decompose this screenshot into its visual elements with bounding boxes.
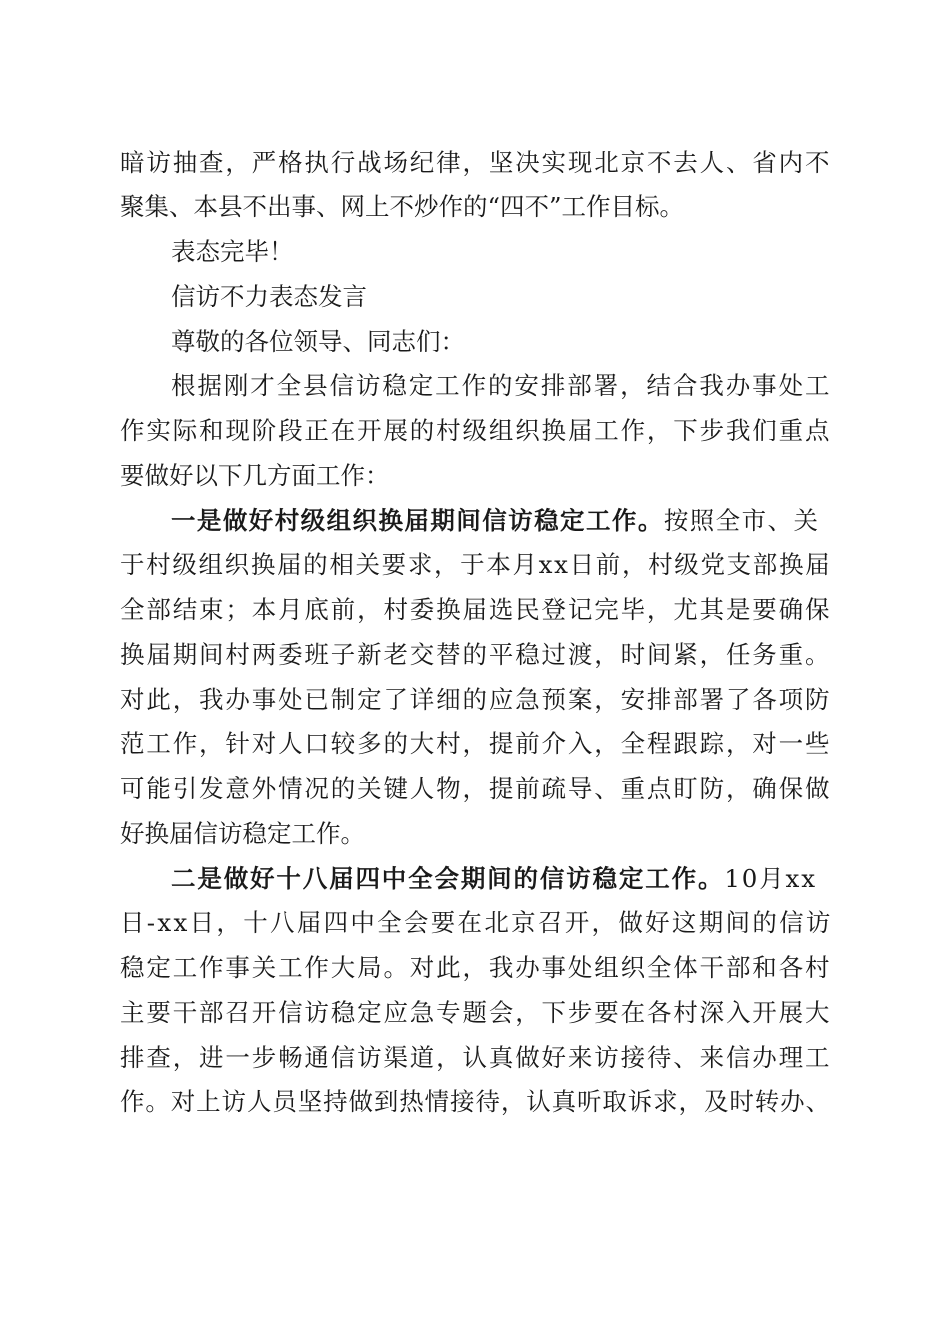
text-line: 全部结束；本月底前，村委换届选民登记完毕，尤其是要确保 <box>120 595 832 624</box>
speech-title: 信访不力表态发言 <box>171 282 367 311</box>
text-span: 10月xx <box>724 864 817 893</box>
text-span: 按照全市、关 <box>663 506 820 535</box>
text-line: 对此，我办事处已制定了详细的应急预案，安排部署了各项防 <box>120 685 832 714</box>
text-line: 于村级组织换届的相关要求，于本月xx日前，村级党支部换届 <box>120 550 832 579</box>
section-heading: 一是做好村级组织换届期间信访稳定工作。 <box>171 506 664 535</box>
text-line: 排查，进一步畅通信访渠道，认真做好来访接待、来信办理工 <box>120 1043 832 1072</box>
section-heading: 二是做好十八届四中全会期间的信访稳定工作。 <box>171 864 725 893</box>
text-line: 稳定工作事关工作大局。对此，我办事处组织全体干部和各村 <box>120 953 832 982</box>
text-line: 可能引发意外情况的关键人物，提前疏导、重点盯防，确保做 <box>120 774 832 803</box>
text-line: 好换届信访稳定工作。 <box>120 819 365 848</box>
section-heading-line <box>171 864 817 894</box>
text-line: 暗访抽查，严格执行战场纪律，坚决实现北京不去人、省内不 <box>120 148 832 177</box>
section-heading-line <box>171 506 819 536</box>
text-line: 范工作，针对人口较多的大村，提前介入，全程跟踪，对一些 <box>120 729 832 758</box>
text-line: 作实际和现阶段正在开展的村级组织换届工作，下步我们重点 <box>120 416 832 445</box>
text-line: 换届期间村两委班子新老交替的平稳过渡，时间紧，任务重。 <box>120 640 832 669</box>
text-line: 作。对上访人员坚持做到热情接待，认真听取诉求，及时转办、 <box>120 1087 831 1116</box>
text-line: 日-xx日，十八届四中全会要在北京召开，做好这期间的信访 <box>120 908 833 937</box>
text-line: 主要干部召开信访稳定应急专题会，下步要在各村深入开展大 <box>120 998 832 1027</box>
text-line: 根据刚才全县信访稳定工作的安排部署，结合我办事处工 <box>171 371 832 400</box>
text-line: 要做好以下几方面工作： <box>120 461 390 490</box>
text-line: 聚集、本县不出事、网上不炒作的“四不”工作目标。 <box>120 192 685 221</box>
closing-remark: 表态完毕！ <box>171 237 294 266</box>
salutation: 尊敬的各位领导、同志们： <box>171 327 465 356</box>
